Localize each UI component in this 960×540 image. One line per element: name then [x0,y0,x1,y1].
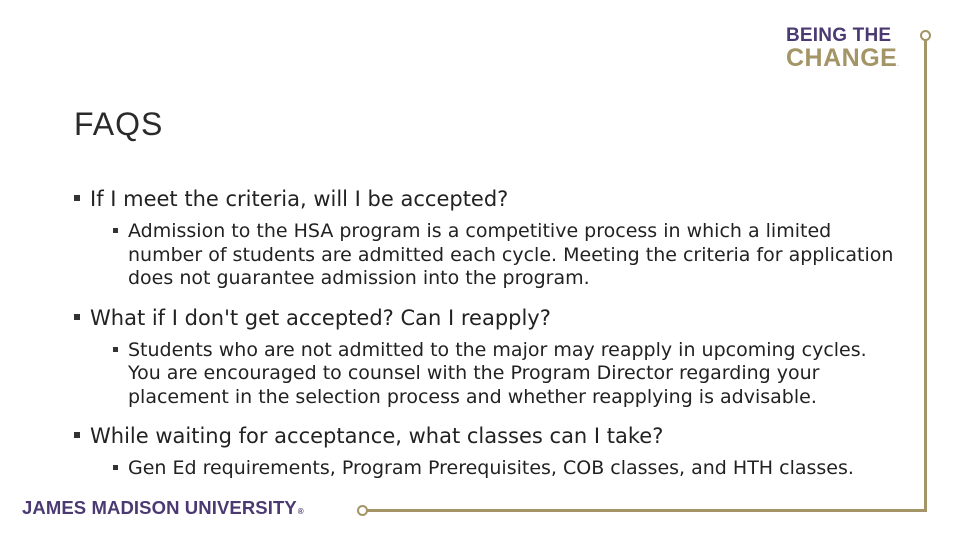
registered-mark: ® [297,507,304,516]
frame-vertical-line [924,39,927,510]
faq-question [74,305,904,331]
bullet-icon [113,347,118,352]
brand-line-2-text: CHANGE [786,44,898,72]
jmu-logo [22,499,304,518]
faq-answer-text: Students who are not admitted to the major may reapply in upcoming cycles. You are encouraged to counsel with the Program Director regarding your placement in the selection process and whether reapplying is advisable. [128,338,867,408]
bullet-icon [74,432,80,438]
frame-node-bottom [357,505,368,516]
faq-answer [74,339,904,410]
jmu-logo-text: JAMES MADISON UNIVERSITY [22,497,297,518]
faq-list [74,186,904,481]
faq-answer [74,457,904,481]
faq-question-text: If I meet the criteria, will I be accepted? [90,187,509,211]
frame-node-top [920,30,931,41]
faq-answer-text: Gen Ed requirements, Program Prerequisites, COB classes, and HTH classes. [128,457,854,479]
being-the-change-logo [786,26,899,71]
bullet-icon [74,314,80,320]
faq-question-text: What if I don't get accepted? Can I reapply? [90,305,551,330]
brand-line-2 [786,46,899,71]
brand-mark: . [897,62,900,68]
bullet-icon [113,465,118,470]
slide-title: FAQS [74,106,164,142]
faq-answer [74,220,904,291]
brand-line-1: BEING THE [786,25,892,46]
faq-answer-text: Admission to the HSA program is a competitive process in which a limited number of students are admitted each cycle. Meeting the criteria for application does not guarantee admission into the program. [128,220,894,289]
frame-horizontal-line [366,509,927,512]
bullet-icon [74,195,80,201]
bullet-icon [113,228,118,233]
faq-question [74,423,904,449]
faq-question-text: While waiting for acceptance, what classes can I take? [90,424,664,448]
faq-question [74,186,904,212]
